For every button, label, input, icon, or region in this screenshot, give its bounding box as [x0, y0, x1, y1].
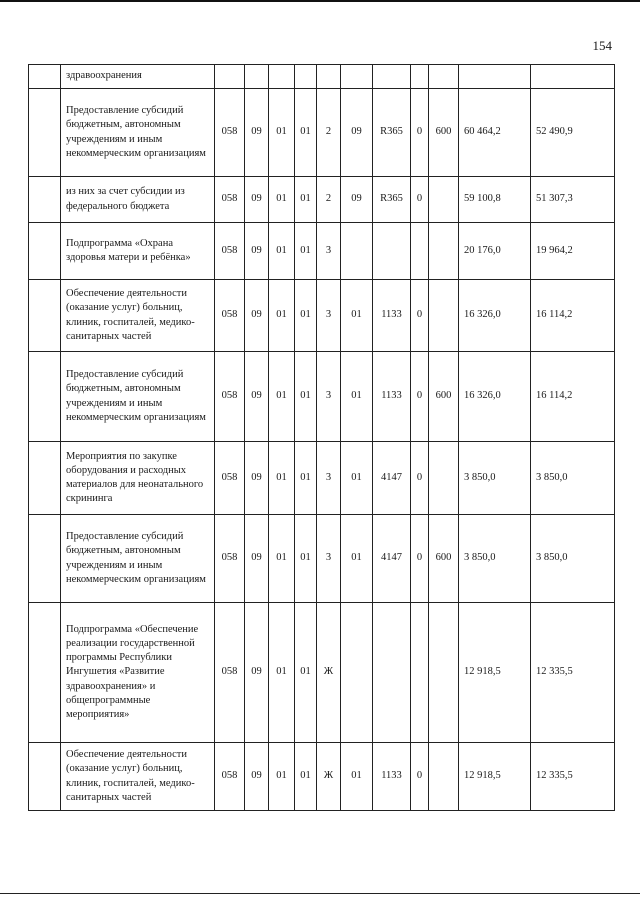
code-cell-c5: 2 — [317, 177, 341, 223]
code-cell-c9: 600 — [429, 89, 459, 177]
code-cell-c8: 0 — [411, 177, 429, 223]
amount-cell-approved: 16 326,0 — [459, 352, 531, 442]
code-cell-c3: 01 — [269, 515, 295, 603]
code-cell-c9 — [429, 280, 459, 352]
code-cell-c5: Ж — [317, 603, 341, 743]
row-description: Мероприятия по закупке оборудования и расходных материалов для неонатального скрининга — [61, 442, 215, 515]
code-cell-c2: 09 — [245, 352, 269, 442]
code-cell-c9: 600 — [429, 352, 459, 442]
code-cell-c8: 0 — [411, 743, 429, 811]
code-cell-c5: 3 — [317, 352, 341, 442]
code-cell-c4: 01 — [295, 177, 317, 223]
code-cell-c8 — [411, 223, 429, 280]
row-index-cell — [29, 280, 61, 352]
top-edge-mark — [0, 0, 640, 6]
code-cell-c5: 2 — [317, 89, 341, 177]
code-cell-c4 — [295, 65, 317, 89]
code-cell-c7 — [373, 65, 411, 89]
amount-cell-approved: 60 464,2 — [459, 89, 531, 177]
code-cell-c9: 600 — [429, 515, 459, 603]
page-number: 154 — [592, 38, 612, 53]
code-cell-c9 — [429, 603, 459, 743]
code-cell-c7: 1133 — [373, 743, 411, 811]
code-cell-c5: 3 — [317, 442, 341, 515]
code-cell-c6: 09 — [341, 177, 373, 223]
code-cell-c4: 01 — [295, 352, 317, 442]
row-index-cell — [29, 352, 61, 442]
code-cell-c9 — [429, 442, 459, 515]
code-cell-c4: 01 — [295, 442, 317, 515]
amount-cell-approved — [459, 65, 531, 89]
code-cell-c2: 09 — [245, 89, 269, 177]
code-cell-c5: 3 — [317, 515, 341, 603]
code-cell-c4: 01 — [295, 603, 317, 743]
amount-cell-executed — [531, 65, 615, 89]
table-row — [29, 743, 615, 811]
row-index-cell — [29, 603, 61, 743]
row-description: Подпрограмма «Охрана здоровья матери и ребёнка» — [61, 223, 215, 280]
amount-cell-approved: 16 326,0 — [459, 280, 531, 352]
code-cell-c1: 058 — [215, 177, 245, 223]
code-cell-c3: 01 — [269, 352, 295, 442]
code-cell-c7: R365 — [373, 177, 411, 223]
row-description: Обеспечение деятельности (оказание услуг) больниц, клиник, госпиталей, медико-санитарных частей — [61, 743, 215, 811]
code-cell-c7 — [373, 223, 411, 280]
amount-cell-approved: 3 850,0 — [459, 515, 531, 603]
code-cell-c2: 09 — [245, 223, 269, 280]
table-row — [29, 177, 615, 223]
code-cell-c5 — [317, 65, 341, 89]
table-row — [29, 515, 615, 603]
table-row — [29, 280, 615, 352]
code-cell-c7: 4147 — [373, 442, 411, 515]
row-index-cell — [29, 177, 61, 223]
amount-cell-executed: 19 964,2 — [531, 223, 615, 280]
code-cell-c6: 01 — [341, 743, 373, 811]
code-cell-c6: 01 — [341, 515, 373, 603]
row-index-cell — [29, 743, 61, 811]
table-row — [29, 442, 615, 515]
code-cell-c6 — [341, 223, 373, 280]
code-cell-c1: 058 — [215, 280, 245, 352]
amount-cell-approved: 59 100,8 — [459, 177, 531, 223]
code-cell-c3 — [269, 65, 295, 89]
code-cell-c5: 3 — [317, 280, 341, 352]
row-index-cell — [29, 223, 61, 280]
code-cell-c5: Ж — [317, 743, 341, 811]
code-cell-c4: 01 — [295, 743, 317, 811]
table-row — [29, 223, 615, 280]
row-index-cell — [29, 65, 61, 89]
code-cell-c7: 1133 — [373, 352, 411, 442]
row-description: Предоставление субсидий бюджетным, автономным учреждениям и иным некоммерческим организациям — [61, 352, 215, 442]
code-cell-c4: 01 — [295, 89, 317, 177]
code-cell-c5: 3 — [317, 223, 341, 280]
amount-cell-approved: 3 850,0 — [459, 442, 531, 515]
code-cell-c8: 0 — [411, 515, 429, 603]
code-cell-c4: 01 — [295, 515, 317, 603]
code-cell-c3: 01 — [269, 280, 295, 352]
code-cell-c7: 1133 — [373, 280, 411, 352]
code-cell-c6: 01 — [341, 442, 373, 515]
code-cell-c2: 09 — [245, 442, 269, 515]
code-cell-c7: R365 — [373, 89, 411, 177]
code-cell-c8 — [411, 65, 429, 89]
code-cell-c2: 09 — [245, 515, 269, 603]
row-index-cell — [29, 89, 61, 177]
code-cell-c6: 01 — [341, 352, 373, 442]
amount-cell-approved: 20 176,0 — [459, 223, 531, 280]
code-cell-c2 — [245, 65, 269, 89]
code-cell-c8: 0 — [411, 280, 429, 352]
code-cell-c1: 058 — [215, 603, 245, 743]
code-cell-c3: 01 — [269, 442, 295, 515]
row-index-cell — [29, 515, 61, 603]
amount-cell-executed: 3 850,0 — [531, 442, 615, 515]
code-cell-c2: 09 — [245, 280, 269, 352]
code-cell-c8: 0 — [411, 89, 429, 177]
code-cell-c7: 4147 — [373, 515, 411, 603]
amount-cell-executed: 52 490,9 — [531, 89, 615, 177]
code-cell-c1: 058 — [215, 223, 245, 280]
row-description: Подпрограмма «Обеспечение реализации государственной программы Республики Ингушетия «Развитие здравоохранения» и общепрограммные мероприятия» — [61, 603, 215, 743]
code-cell-c9 — [429, 177, 459, 223]
amount-cell-executed: 12 335,5 — [531, 743, 615, 811]
row-description: здравоохранения — [61, 65, 215, 89]
amount-cell-executed: 16 114,2 — [531, 280, 615, 352]
amount-cell-executed: 3 850,0 — [531, 515, 615, 603]
code-cell-c6: 01 — [341, 280, 373, 352]
table-row — [29, 89, 615, 177]
code-cell-c1: 058 — [215, 743, 245, 811]
code-cell-c3: 01 — [269, 223, 295, 280]
code-cell-c6: 09 — [341, 89, 373, 177]
code-cell-c3: 01 — [269, 89, 295, 177]
code-cell-c9 — [429, 65, 459, 89]
amount-cell-executed: 16 114,2 — [531, 352, 615, 442]
code-cell-c8 — [411, 603, 429, 743]
code-cell-c8: 0 — [411, 442, 429, 515]
budget-table — [28, 64, 615, 811]
table-row — [29, 65, 615, 89]
code-cell-c9 — [429, 743, 459, 811]
table-row — [29, 603, 615, 743]
amount-cell-executed: 12 335,5 — [531, 603, 615, 743]
amount-cell-approved: 12 918,5 — [459, 603, 531, 743]
amount-cell-approved: 12 918,5 — [459, 743, 531, 811]
code-cell-c6 — [341, 603, 373, 743]
row-index-cell — [29, 442, 61, 515]
code-cell-c7 — [373, 603, 411, 743]
code-cell-c1: 058 — [215, 352, 245, 442]
code-cell-c2: 09 — [245, 603, 269, 743]
code-cell-c2: 09 — [245, 743, 269, 811]
row-description: Обеспечение деятельности (оказание услуг) больниц, клиник, госпиталей, медико-санитарных частей — [61, 280, 215, 352]
code-cell-c1: 058 — [215, 89, 245, 177]
code-cell-c1 — [215, 65, 245, 89]
code-cell-c6 — [341, 65, 373, 89]
code-cell-c3: 01 — [269, 177, 295, 223]
code-cell-c4: 01 — [295, 280, 317, 352]
code-cell-c2: 09 — [245, 177, 269, 223]
code-cell-c8: 0 — [411, 352, 429, 442]
code-cell-c1: 058 — [215, 442, 245, 515]
code-cell-c4: 01 — [295, 223, 317, 280]
row-description: Предоставление субсидий бюджетным, автономным учреждениям и иным некоммерческим организациям — [61, 89, 215, 177]
bottom-edge-rule — [0, 893, 640, 897]
row-description: из них за счет субсидии из федерального бюджета — [61, 177, 215, 223]
amount-cell-executed: 51 307,3 — [531, 177, 615, 223]
code-cell-c3: 01 — [269, 603, 295, 743]
code-cell-c9 — [429, 223, 459, 280]
code-cell-c1: 058 — [215, 515, 245, 603]
table-row — [29, 352, 615, 442]
row-description: Предоставление субсидий бюджетным, автономным учреждениям и иным некоммерческим организациям — [61, 515, 215, 603]
code-cell-c3: 01 — [269, 743, 295, 811]
